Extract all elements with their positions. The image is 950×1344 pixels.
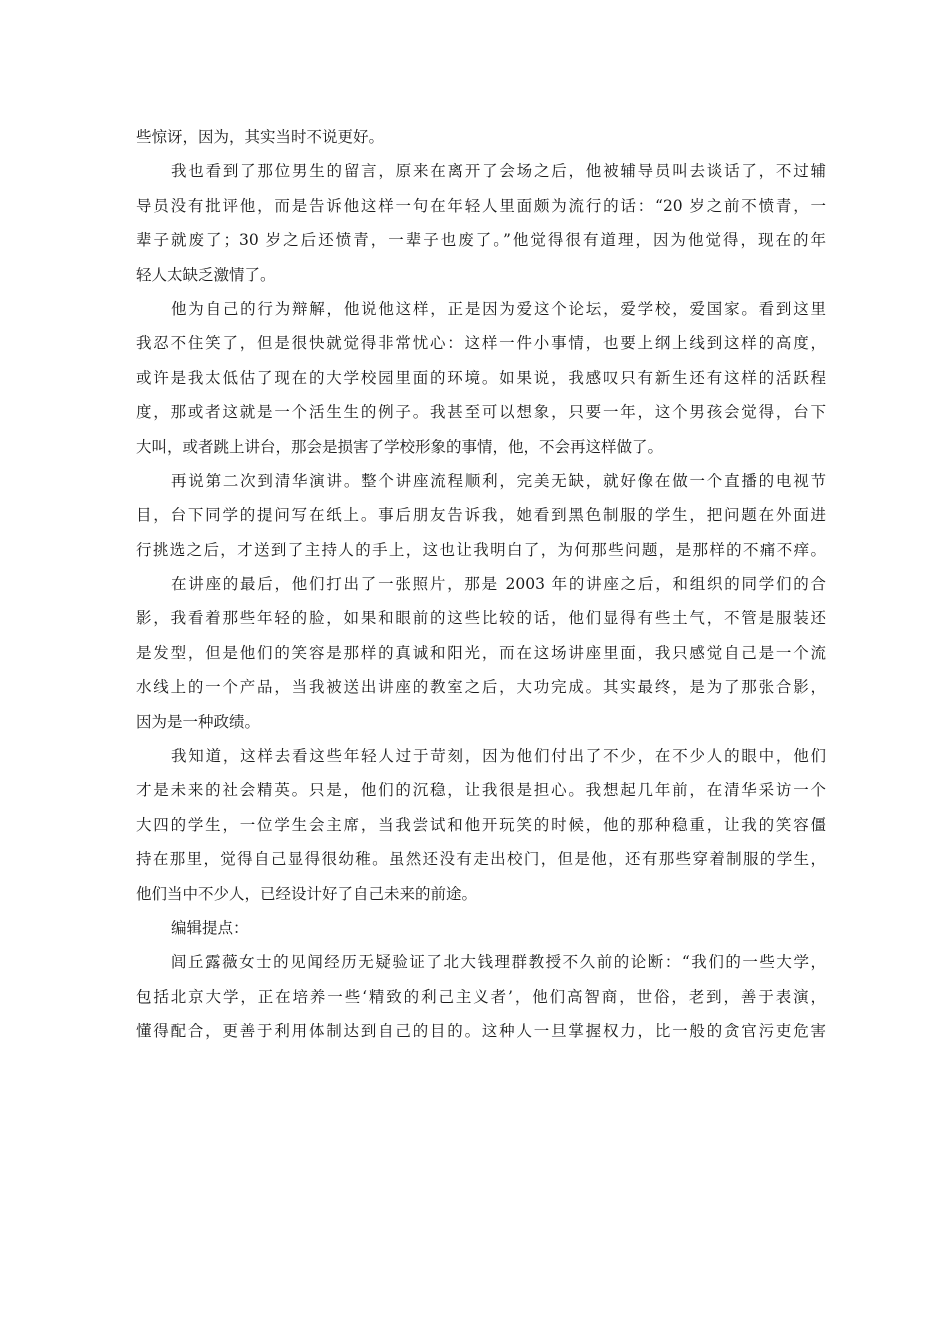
text-line: 大叫，或者跳上讲台，那会是损害了学校形象的事情，他，不会再这样做了。 [136,437,664,456]
text-line: 包括北京大学，正在培养一些‘精致的利己主义者’，他们高智商，世俗，老到，善于表演， [136,987,826,1006]
text-line: 是发型，但是他们的笑容是那样的真诚和阳光，而在这场讲座里面，我只感觉自己是一个流 [136,643,826,662]
text-line: 我忍不住笑了，但是很快就觉得非常忧心：这样一件小事情，也要上纲上线到这样的高度， [136,334,826,353]
text-line: 因为是一种政绩。 [136,712,261,731]
text-line: 懂得配合，更善于利用体制达到自己的目的。这种人一旦掌握权力，比一般的贪官污吏危害 [136,1022,826,1041]
text-line: 轻人太缺乏激情了。 [136,265,276,284]
text-line: 我也看到了那位男生的留言，原来在离开了会场之后，他被辅导员叫去谈话了，不过辅 [171,162,826,181]
text-line: 编辑提点： [171,918,249,937]
text-line: 影，我看着那些年轻的脸，如果和眼前的这些比较的话，他们显得有些土气，不管是服装还 [136,609,826,628]
text-line: 度，那或者这就是一个活生生的例子。我甚至可以想象，只要一年，这个男孩会觉得，台下 [136,403,826,422]
text-line: 大四的学生，一位学生会主席，当我尝试和他开玩笑的时候，他的那种稳重，让我的笑容僵 [136,815,826,834]
text-line: 在讲座的最后，他们打出了一张照片，那是 2003 年的讲座之后，和组织的同学们的合 [171,575,826,594]
text-line: 才是未来的社会精英。只是，他们的沉稳，让我很是担心。我想起几年前，在清华采访一个 [136,781,826,800]
text-line: 再说第二次到清华演讲。整个讲座流程顺利，完美无缺，就好像在做一个直播的电视节 [171,471,826,490]
body-text [136,120,826,1049]
text-line: 或许是我太低估了现在的大学校园里面的环境。如果说，我感叹只有新生还有这样的活跃程 [136,368,826,387]
text-line: 目，台下同学的提问写在纸上。事后朋友告诉我，她看到黑色制服的学生，把问题在外面进 [136,506,826,525]
text-line: 他为自己的行为辩解，他说他这样，正是因为爱这个论坛，爱学校，爱国家。看到这里 [171,299,826,318]
text-line: 行挑选之后，才送到了主持人的手上，这也让我明白了，为何那些问题，是那样的不痛不痒。 [136,540,826,559]
text-line: 我知道，这样去看这些年轻人过于苛刻，因为他们付出了不少，在不少人的眼中，他们 [171,747,826,766]
text-line: 持在那里，觉得自己显得很幼稚。虽然还没有走出校门，但是他，还有那些穿着制服的学生， [136,850,826,869]
text-line: 辈子就废了；30 岁之后还愤青，一辈子也废了。”他觉得很有道理，因为他觉得，现在的年 [136,231,826,250]
text-line: 他们当中不少人，已经设计好了自己未来的前途。 [136,884,478,903]
text-line: 水线上的一个产品，当我被送出讲座的教室之后，大功完成。其实最终，是为了那张合影， [136,678,826,697]
text-line: 些惊讶，因为，其实当时不说更好。 [136,128,385,146]
text-line: 闾丘露薇女士的见闻经历无疑验证了北大钱理群教授不久前的论断：“我们的一些大学， [171,953,826,972]
text-line: 导员没有批评他，而是告诉他这样一句在年轻人里面颇为流行的话：“20 岁之前不愤青，一 [136,196,826,215]
